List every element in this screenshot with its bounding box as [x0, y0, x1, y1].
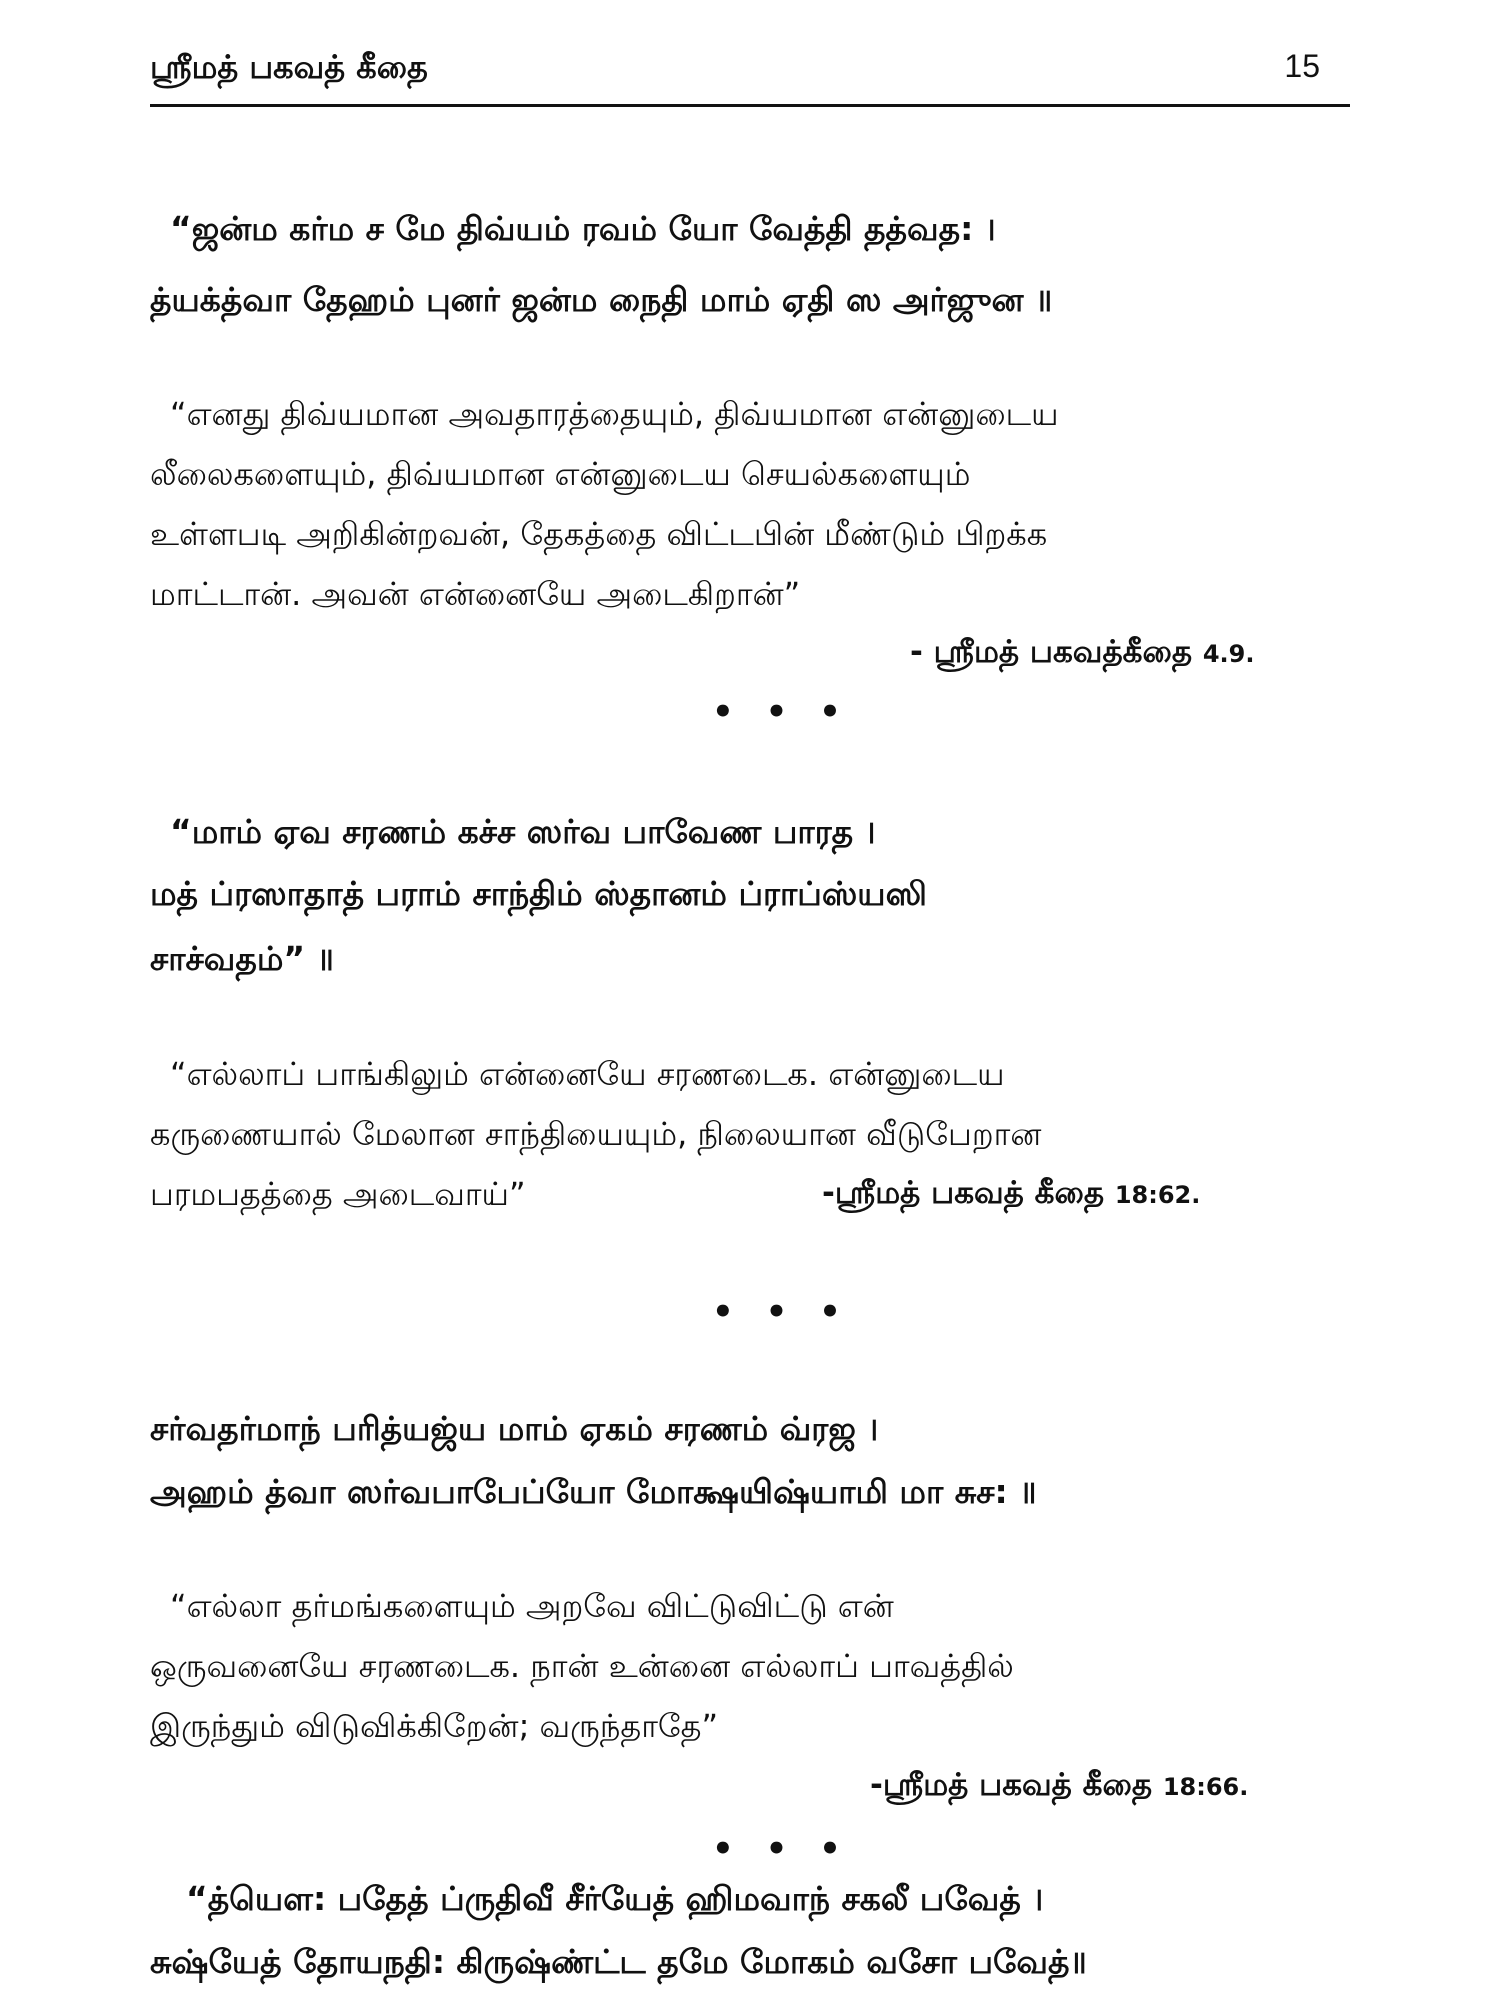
- translation-line: “எல்லாப் பாங்கிலும் என்னையே சரணடைக. என்னுடைய: [170, 1055, 1005, 1093]
- section-separator: • • •: [712, 1292, 851, 1332]
- citation-ref: 18:62.: [1114, 1181, 1201, 1209]
- translation-line: ஒருவனையே சரணடைக. நான் உன்னை எல்லாப் பாவத்தில்: [150, 1647, 1014, 1685]
- verse-line: “த்யௌ: பதேத் ப்ருதிவீ சீர்யேத் ஹிமவாந் சகலீ பவேத் ।: [186, 1879, 1044, 1918]
- translation-line: “எனது திவ்யமான அவதாரத்தையும், திவ்யமான என்னுடைய: [170, 395, 1059, 433]
- verse-line: சாச்வதம்” ॥: [150, 939, 334, 978]
- translation-line: கருணையால் மேலான சாந்தியையும், நிலையான வீடுபேறான: [150, 1115, 1042, 1153]
- translation-line: இருந்தும் விடுவிக்கிறேன்; வருந்தாதே”: [150, 1707, 719, 1745]
- verse-line: த்யக்த்வா தேஹம் புனர் ஜன்ம நைதி மாம் ஏதி ஸ அர்ஜுன ॥: [150, 280, 1053, 319]
- verse-line: “ஜன்ம கர்ம ச மே திவ்யம் ரவம் யோ வேத்தி தத்வத: ।: [170, 209, 996, 248]
- citation: [910, 634, 1255, 670]
- citation-source: - ஸ்ரீமத் பகவத்கீதை: [910, 634, 1193, 670]
- translation-line: மாட்டான். அவன் என்னையே அடைகிறான்”: [150, 575, 801, 613]
- citation-source: -ஸ்ரீமத் பகவத் கீதை: [870, 1767, 1153, 1803]
- verse-line: “மாம் ஏவ சரணம் கச்ச ஸர்வ பாவேண பாரத ।: [170, 812, 876, 851]
- citation-ref: 18:66.: [1162, 1773, 1249, 1801]
- section-separator: • • •: [712, 692, 851, 732]
- page-header: [150, 48, 1350, 107]
- citation-source: -ஸ்ரீமத் பகவத் கீதை: [822, 1175, 1105, 1211]
- running-title: ஸ்ரீமத் பகவத் கீதை: [150, 48, 428, 86]
- translation-line: “எல்லா தர்மங்களையும் அறவே விட்டுவிட்டு என்: [170, 1587, 894, 1625]
- citation: [870, 1767, 1249, 1803]
- verse-line: சுஷ்யேத் தோயநதி: கிருஷ்ண்ட்ட தமே மோகம் வசோ பவேத்॥: [150, 1942, 1087, 1981]
- translation-line: உள்ளபடி அறிகின்றவன், தேகத்தை விட்டபின் மீண்டும் பிறக்க: [150, 515, 1048, 553]
- section-separator: • • •: [712, 1829, 851, 1869]
- verse-line: அஹம் த்வா ஸர்வபாபேப்யோ மோக்ஷயிஷ்யாமி மா சுச: ॥: [150, 1472, 1037, 1511]
- verse-line: மத் ப்ரஸாதாத் பராம் சாந்திம் ஸ்தானம் ப்ராப்ஸ்யஸி: [150, 874, 927, 913]
- translation-line: பரமபதத்தை அடைவாய்”: [150, 1175, 526, 1213]
- page-number: 15: [1284, 48, 1320, 84]
- translation-line: லீலைகளையும், திவ்யமான என்னுடைய செயல்களையும்: [150, 455, 971, 493]
- citation: [822, 1175, 1201, 1211]
- verse-line: சர்வதர்மாந் பரித்யஜ்ய மாம் ஏகம் சரணம் வ்ரஜ ।: [150, 1409, 879, 1448]
- citation-ref: 4.9.: [1202, 640, 1255, 668]
